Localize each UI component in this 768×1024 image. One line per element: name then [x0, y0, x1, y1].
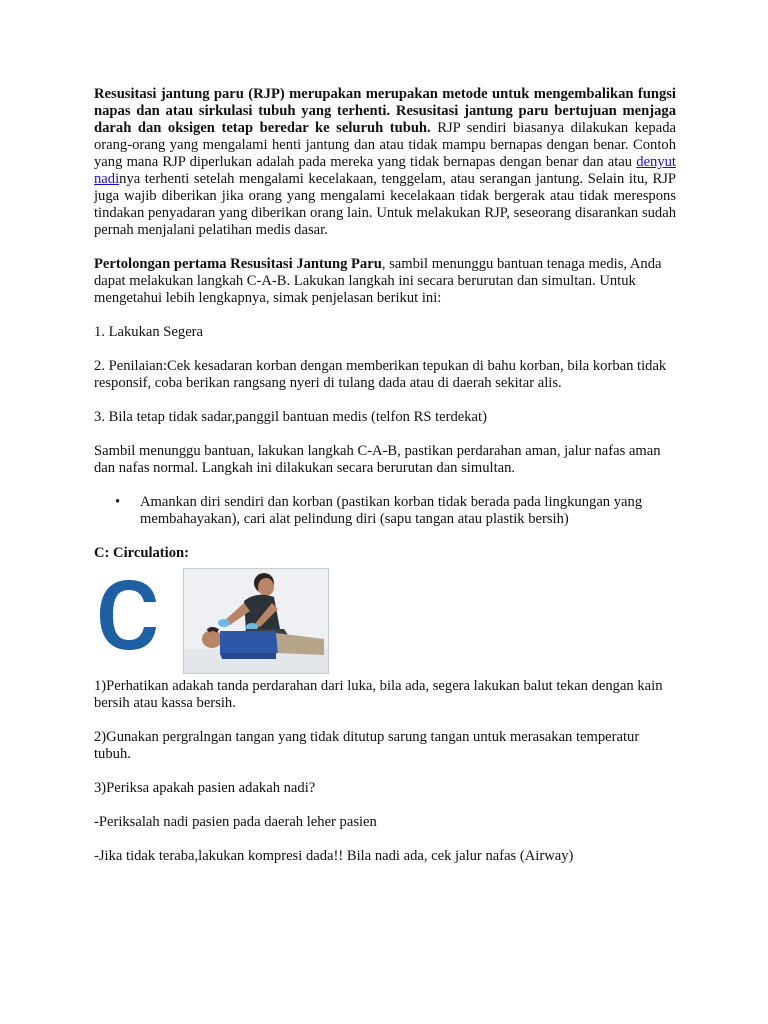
circulation-heading-text: C: Circulation: — [94, 545, 189, 561]
cpr-photo — [183, 568, 329, 674]
safety-list — [94, 494, 676, 528]
cab-paragraph: Sambil menunggu bantuan, lakukan langkah C-A-B, pastikan perdarahan aman, jalur nafas aman dan nafas normal. Langkah ini dilakukan secara berurutan dan simultan. — [94, 443, 661, 476]
denyut-nadi-link[interactable]: denyut nadi — [94, 154, 676, 187]
bullet-text: Amankan diri sendiri dan korban (pastikan korban tidak berada pada lingkungan yang membahayakan), cari alat pelindung diri (sapu tangan atau plastik bersih) — [140, 494, 643, 527]
instruction-3: 3)Periksa apakah pasien adakah nadi? — [94, 780, 316, 796]
first-aid-paragraph — [94, 256, 676, 307]
instruction-2: 2)Gunakan pergralngan tangan yang tidak ditutup sarung tangan untuk merasakan temperatur tubuh. — [94, 729, 640, 762]
step-2: 2. Penilaian:Cek kesadaran korban dengan memberikan tepukan di bahu korban, bila korban tidak responsif, coba berikan rangsang nyeri di tulang dada atau di daerah sekitar alis. — [94, 358, 667, 391]
document-body — [94, 86, 676, 865]
first-aid-text: , sambil menunggu bantuan tenaga medis, Anda dapat melakukan langkah C-A-B. Lakukan langkah ini secara berurutan dan simultan. Untuk mengetahui lebih lengkapnya, simak penjelasan berikut ini: — [94, 256, 662, 306]
intro-text-continued: nya terhenti setelah mengalami kecelakaan, tenggelam, atau serangan jantung. Selain itu, RJP juga wajib diberikan jika orang yang mengalami kecelakaan tidak bergerak atau tidak merespons tindakan penyadaran yang diberikan orang lain. Untuk melakukan RJP, seseorang disarankan sudah pernah menjalani pelatihan medis dasar. — [94, 171, 676, 238]
intro-paragraph — [94, 86, 676, 239]
intro-text: RJP sendiri biasanya dilakukan kepada orang-orang yang mengalami henti jantung dan atau tidak mampu bernapas dengan benar. Contoh yang mana RJP diperlukan adalah pada mereka yang tidak bernapas dengan benar dan atau — [94, 120, 676, 170]
circulation-figure — [94, 562, 676, 678]
step-3: 3. Bila tetap tidak sadar,panggil bantuan medis (telfon RS terdekat) — [94, 409, 487, 425]
cpr-illustration — [184, 569, 328, 673]
instruction-5: -Jika tidak teraba,lakukan kompresi dada!! Bila nadi ada, cek jalur nafas (Airway) — [94, 848, 574, 864]
list-item — [94, 494, 676, 528]
intro-bold-text: Resusitasi jantung paru (RJP) merupakan merupakan metode untuk mengembalikan fungsi napas dan atau sirkulasi tubuh yang terhenti. Resusitasi jantung paru bertujuan menjaga darah dan oksigen tetap beredar ke seluruh tubuh. — [94, 86, 676, 136]
instruction-4: -Periksalah nadi pasien pada daerah leher pasien — [94, 814, 377, 830]
first-aid-bold-text: Pertolongan pertama Resusitasi Jantung Paru — [94, 256, 382, 272]
instruction-1: 1)Perhatikan adakah tanda perdarahan dari luka, bila ada, segera lakukan balut tekan dengan kain bersih atau kassa bersih. — [94, 678, 663, 711]
circulation-heading — [94, 545, 676, 562]
c-letter-graphic — [98, 580, 158, 650]
bullet-symbol: • — [115, 494, 121, 510]
step-1: 1. Lakukan Segera — [94, 324, 204, 340]
